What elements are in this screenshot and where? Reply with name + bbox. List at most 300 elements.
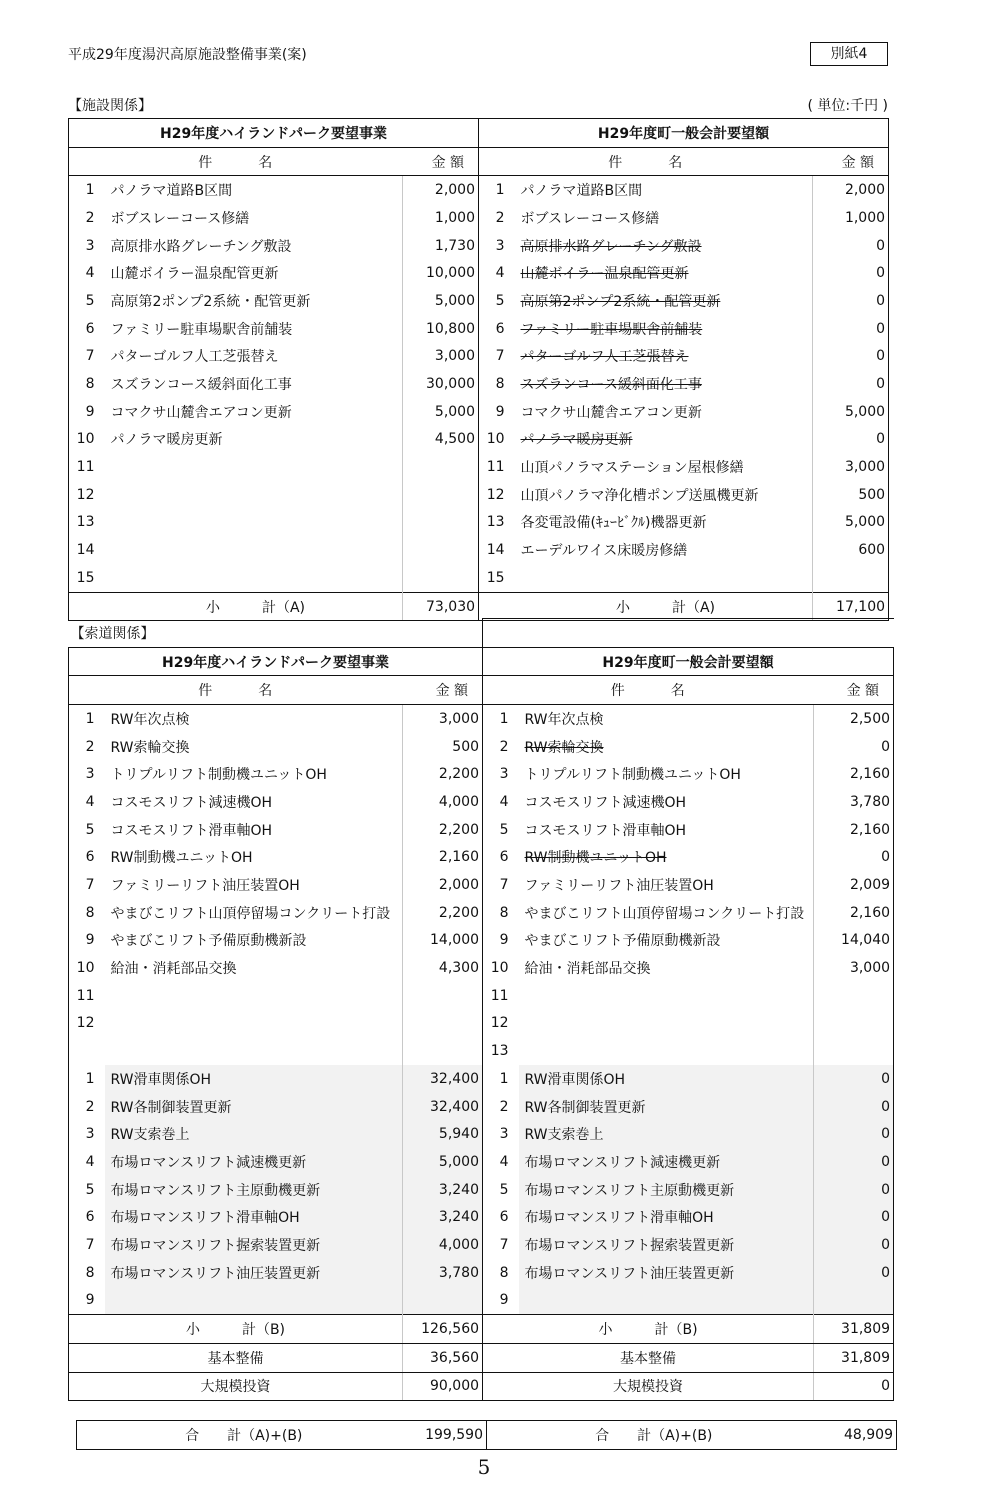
item-name: 布場ロマンスリフト主原動機更新 bbox=[519, 1176, 814, 1204]
item-name bbox=[105, 564, 403, 592]
item-amount bbox=[814, 1010, 894, 1038]
section2-left-header: H29年度ハイランドパーク要望事業 bbox=[69, 647, 483, 676]
item-name: RW年次点検 bbox=[110, 711, 190, 728]
table-row bbox=[69, 370, 889, 398]
item-name: 布場ロマンスリフト油圧装置更新 bbox=[519, 1259, 814, 1287]
row-number: 5 bbox=[85, 292, 95, 309]
item-amount: 2,160 bbox=[814, 760, 894, 788]
row-number: 4 bbox=[69, 788, 105, 816]
item-name bbox=[519, 1037, 814, 1065]
item-name: ファミリーリフト油圧装置OH bbox=[524, 878, 714, 895]
large-investment-left: 90,000 bbox=[403, 1372, 483, 1401]
item-amount: 2,200 bbox=[403, 760, 483, 788]
item-name bbox=[105, 536, 403, 564]
item-amount bbox=[403, 453, 479, 481]
row-number: 5 bbox=[483, 816, 519, 844]
item-amount: 2,160 bbox=[403, 844, 483, 872]
item-name: ボブスレーコース修繕 bbox=[110, 210, 250, 227]
item-amount: 2,500 bbox=[814, 705, 894, 733]
item-name: ファミリー駐車場駅舎前舗装 bbox=[520, 321, 703, 338]
item-amount: 500 bbox=[813, 481, 889, 509]
item-amount: 0 bbox=[814, 1148, 894, 1176]
item-amount bbox=[403, 564, 479, 592]
item-name: 布場ロマンスリフト滑車軸OH bbox=[519, 1203, 814, 1231]
row-number: 4 bbox=[483, 1148, 519, 1176]
row-number: 7 bbox=[69, 871, 105, 899]
grand-total-left: 199,590 bbox=[425, 1426, 483, 1443]
item-amount: 3,000 bbox=[403, 343, 479, 371]
item-amount: 2,009 bbox=[814, 871, 894, 899]
item-name: RW索輪交換 bbox=[524, 739, 604, 756]
item-name: 布場ロマンスリフト減速機更新 bbox=[105, 1148, 403, 1176]
table-row bbox=[69, 705, 894, 733]
item-name: RW支索巻上 bbox=[105, 1120, 403, 1148]
col-amount-header: 金 額 bbox=[403, 147, 479, 176]
table-row bbox=[69, 509, 889, 537]
col-amount-header: 金 額 bbox=[403, 676, 483, 705]
row-number: 7 bbox=[85, 348, 95, 365]
item-name: コスモスリフト減速機OH bbox=[524, 794, 687, 811]
item-name: エーデルワイス床暖房修繕 bbox=[520, 543, 688, 560]
item-name: 布場ロマンスリフト滑車軸OH bbox=[105, 1203, 403, 1231]
row-number: 7 bbox=[479, 343, 515, 371]
item-name: 山麓ボイラー温泉配管更新 bbox=[520, 266, 689, 283]
basic-maintenance-left: 36,560 bbox=[403, 1343, 483, 1372]
table-row bbox=[69, 871, 894, 899]
item-name: RW各制御装置更新 bbox=[105, 1093, 403, 1121]
item-name: RW索輪交換 bbox=[110, 739, 190, 756]
item-name: スズランコース緩斜面化工事 bbox=[520, 377, 702, 394]
item-name: 高原第2ポンプ2系統・配管更新 bbox=[110, 293, 311, 310]
row-number: 4 bbox=[483, 788, 519, 816]
subtotal-row bbox=[69, 592, 889, 621]
row-number: 11 bbox=[479, 453, 515, 481]
row-number: 2 bbox=[69, 733, 105, 761]
section1-label: 【施設関係】 bbox=[68, 98, 152, 114]
item-amount: 0 bbox=[814, 1203, 894, 1231]
row-number: 2 bbox=[85, 209, 95, 226]
item-name: やまびこリフト山頂停留場コンクリート打設 bbox=[524, 905, 805, 922]
subtotal-label: 小 計（A) bbox=[479, 592, 813, 621]
row-number: 12 bbox=[69, 1010, 105, 1038]
section1-left-header: H29年度ハイランドパーク要望事業 bbox=[160, 125, 387, 142]
item-name: やまびこリフト予備原動機新設 bbox=[110, 933, 307, 950]
item-name: RW滑車関係OH bbox=[519, 1065, 814, 1093]
row-number: 8 bbox=[69, 1259, 105, 1287]
item-name: 山頂パノラマステーション屋根修繕 bbox=[520, 460, 744, 477]
section1-right-header: H29年度町一般会計要望額 bbox=[479, 119, 889, 148]
table-row bbox=[69, 204, 889, 232]
row-number: 3 bbox=[85, 237, 95, 254]
item-name: パターゴルフ人工芝張替え bbox=[520, 349, 689, 366]
unit-label: ( 単位:千円 ) bbox=[807, 98, 888, 114]
row-number: 5 bbox=[483, 1176, 519, 1204]
row-number: 1 bbox=[483, 705, 519, 733]
row-number: 6 bbox=[85, 320, 95, 337]
item-name bbox=[105, 481, 403, 509]
item-name: ファミリーリフト油圧装置OH bbox=[110, 878, 300, 895]
item-amount: 3,000 bbox=[403, 705, 483, 733]
facility-table bbox=[68, 118, 889, 621]
col-amount-header: 金 額 bbox=[813, 147, 889, 176]
row-number: 6 bbox=[483, 844, 519, 872]
item-name bbox=[515, 564, 813, 592]
row-number: 9 bbox=[479, 398, 515, 426]
item-amount bbox=[403, 481, 479, 509]
item-amount bbox=[813, 564, 889, 592]
table-row bbox=[69, 343, 889, 371]
row-number: 15 bbox=[479, 564, 515, 592]
large-investment-right: 0 bbox=[814, 1372, 894, 1401]
subtotal-b-label: 小 計（B) bbox=[69, 1315, 403, 1344]
item-name: やまびこリフト山頂停留場コンクリート打設 bbox=[110, 905, 391, 922]
item-amount: 4,300 bbox=[403, 954, 483, 982]
row-number: 10 bbox=[76, 431, 95, 448]
item-name: パノラマ道路B区間 bbox=[520, 183, 643, 200]
table-row bbox=[69, 536, 889, 564]
row-number: 12 bbox=[483, 1010, 519, 1038]
item-name: 布場ロマンスリフト油圧装置更新 bbox=[105, 1259, 403, 1287]
table-row bbox=[69, 733, 894, 761]
item-amount: 2,160 bbox=[814, 816, 894, 844]
subtotal-right-amount: 17,100 bbox=[813, 592, 889, 621]
row-number: 1 bbox=[69, 705, 105, 733]
row-number: 2 bbox=[69, 1093, 105, 1121]
row-number: 3 bbox=[479, 232, 515, 260]
row-number: 7 bbox=[69, 1231, 105, 1259]
basic-maintenance-label: 基本整備 bbox=[69, 1343, 403, 1372]
row-number: 12 bbox=[76, 486, 95, 503]
item-amount: 0 bbox=[814, 733, 894, 761]
table-row bbox=[69, 315, 889, 343]
row-number: 8 bbox=[483, 1259, 519, 1287]
table-row bbox=[69, 426, 889, 454]
item-name: パターゴルフ人工芝張替え bbox=[110, 349, 279, 366]
item-name: コマクサ山麓舎エアコン更新 bbox=[520, 404, 702, 421]
row-number: 4 bbox=[85, 265, 95, 282]
item-name bbox=[519, 1287, 814, 1315]
item-amount bbox=[814, 1287, 894, 1315]
large-investment bbox=[69, 1372, 894, 1401]
col-amount-header: 金 額 bbox=[814, 676, 894, 705]
row-number: 8 bbox=[483, 899, 519, 927]
item-amount bbox=[403, 982, 483, 1010]
table-row bbox=[69, 927, 894, 955]
row-number: 1 bbox=[85, 182, 95, 199]
grand-total-right: 48,909 bbox=[844, 1426, 893, 1443]
row-number: 1 bbox=[69, 1065, 105, 1093]
item-amount: 5,000 bbox=[403, 398, 479, 426]
item-name: 布場ロマンスリフト主原動機更新 bbox=[105, 1176, 403, 1204]
item-name: パノラマ暖房更新 bbox=[520, 432, 633, 449]
row-number: 6 bbox=[69, 844, 105, 872]
row-number: 3 bbox=[483, 1120, 519, 1148]
row-number: 3 bbox=[483, 760, 519, 788]
row-number: 3 bbox=[69, 760, 105, 788]
item-amount: 0 bbox=[814, 1259, 894, 1287]
item-name: 山麓ボイラー温泉配管更新 bbox=[110, 266, 279, 283]
table-row bbox=[69, 1065, 894, 1093]
item-name: コスモスリフト滑車軸OH bbox=[110, 822, 273, 839]
row-number: 9 bbox=[483, 1287, 519, 1315]
item-name: ボブスレーコース修繕 bbox=[520, 210, 660, 227]
item-amount: 1,000 bbox=[403, 204, 479, 232]
row-number: 8 bbox=[69, 899, 105, 927]
row-number: 9 bbox=[69, 927, 105, 955]
item-name bbox=[519, 982, 814, 1010]
item-amount: 0 bbox=[814, 844, 894, 872]
item-name: 高原排水路グレーチング敷設 bbox=[110, 238, 292, 255]
item-amount: 0 bbox=[813, 343, 889, 371]
table-row bbox=[69, 176, 889, 204]
table-row bbox=[69, 816, 894, 844]
subtotal-left-amount: 73,030 bbox=[403, 592, 479, 621]
item-name bbox=[105, 1010, 403, 1038]
item-name: コスモスリフト滑車軸OH bbox=[524, 822, 687, 839]
table-row bbox=[69, 481, 889, 509]
item-amount: 1,000 bbox=[813, 204, 889, 232]
item-amount: 0 bbox=[813, 370, 889, 398]
basic-maintenance bbox=[69, 1343, 894, 1372]
row-number: 13 bbox=[76, 514, 95, 531]
col-item-header: 件 名 bbox=[69, 147, 403, 176]
item-name: 給油・消耗部品交換 bbox=[524, 961, 651, 978]
item-amount: 2,000 bbox=[403, 176, 479, 204]
section2-right-header: H29年度町一般会計要望額 bbox=[483, 647, 894, 676]
item-name: RW年次点検 bbox=[524, 711, 604, 728]
item-name: トリプルリフト制動機ユニットOH bbox=[110, 767, 327, 784]
page-number: 5 bbox=[477, 1455, 491, 1479]
row-number: 11 bbox=[483, 982, 519, 1010]
row-number bbox=[69, 1037, 105, 1065]
item-name: RW制動機ユニットOH bbox=[524, 850, 667, 867]
item-name bbox=[105, 509, 403, 537]
item-amount: 500 bbox=[403, 733, 483, 761]
row-number: 7 bbox=[483, 1231, 519, 1259]
item-name: RW制動機ユニットOH bbox=[110, 850, 253, 867]
item-name: 布場ロマンスリフト減速機更新 bbox=[519, 1148, 814, 1176]
item-amount: 5,000 bbox=[403, 287, 479, 315]
table-row bbox=[69, 1093, 894, 1121]
table-row bbox=[69, 1287, 894, 1315]
row-number: 13 bbox=[479, 509, 515, 537]
item-name: 高原第2ポンプ2系統・配管更新 bbox=[520, 293, 721, 310]
ropeway-table bbox=[68, 618, 894, 1401]
item-amount: 0 bbox=[813, 232, 889, 260]
row-number: 8 bbox=[85, 376, 95, 393]
col-item-header: 件 名 bbox=[479, 147, 813, 176]
item-amount: 0 bbox=[813, 315, 889, 343]
item-amount: 5,940 bbox=[403, 1120, 483, 1148]
item-amount: 0 bbox=[814, 1065, 894, 1093]
item-amount: 1,730 bbox=[403, 232, 479, 260]
subtotal-b bbox=[69, 1315, 894, 1344]
item-name: 布場ロマンスリフト握索装置更新 bbox=[519, 1231, 814, 1259]
item-name: 給油・消耗部品交換 bbox=[110, 961, 237, 978]
item-amount: 2,200 bbox=[403, 899, 483, 927]
item-amount bbox=[403, 509, 479, 537]
table-row bbox=[69, 259, 889, 287]
item-amount: 0 bbox=[813, 426, 889, 454]
row-number: 14 bbox=[76, 542, 95, 559]
item-amount: 3,780 bbox=[403, 1259, 483, 1287]
item-amount bbox=[403, 1287, 483, 1315]
item-amount: 30,000 bbox=[403, 370, 479, 398]
subtotal-b-left: 126,560 bbox=[403, 1315, 483, 1344]
grand-total-label: 合 計（A)+(B) bbox=[185, 1427, 303, 1444]
item-name: コスモスリフト減速機OH bbox=[110, 794, 273, 811]
table-row bbox=[69, 1120, 894, 1148]
row-number: 2 bbox=[479, 204, 515, 232]
item-name: コマクサ山麓舎エアコン更新 bbox=[110, 404, 292, 421]
grand-total-table bbox=[76, 1420, 897, 1450]
table-row bbox=[69, 760, 894, 788]
item-name bbox=[105, 1287, 403, 1315]
row-number: 6 bbox=[479, 315, 515, 343]
item-amount bbox=[814, 1037, 894, 1065]
item-name: 各変電設備(ｷｭｰﾋﾞｸﾙ)機器更新 bbox=[520, 515, 707, 532]
table-row bbox=[69, 453, 889, 481]
subtotal-label: 小 計（A) bbox=[69, 592, 403, 621]
subtotal-b-right: 31,809 bbox=[814, 1315, 894, 1344]
table-row bbox=[69, 1231, 894, 1259]
item-amount: 4,000 bbox=[403, 788, 483, 816]
item-name: 高原排水路グレーチング敷設 bbox=[520, 238, 702, 255]
item-name: パノラマ道路B区間 bbox=[110, 183, 233, 200]
table-row bbox=[69, 398, 889, 426]
row-number: 9 bbox=[69, 1287, 105, 1315]
item-amount: 0 bbox=[814, 1176, 894, 1204]
row-number: 4 bbox=[479, 259, 515, 287]
item-amount bbox=[403, 1010, 483, 1038]
table-row bbox=[69, 1203, 894, 1231]
item-name bbox=[105, 982, 403, 1010]
large-investment-label: 大規模投資 bbox=[69, 1372, 403, 1401]
row-number: 10 bbox=[483, 954, 519, 982]
item-amount: 0 bbox=[814, 1231, 894, 1259]
row-number: 1 bbox=[483, 1065, 519, 1093]
item-amount: 4,500 bbox=[403, 426, 479, 454]
subtotal-b-label: 小 計（B) bbox=[483, 1315, 814, 1344]
item-amount: 3,000 bbox=[813, 453, 889, 481]
item-amount: 5,000 bbox=[813, 398, 889, 426]
row-number: 1 bbox=[479, 176, 515, 204]
item-amount: 10,800 bbox=[403, 315, 479, 343]
row-number: 2 bbox=[483, 733, 519, 761]
item-name: RW滑車関係OH bbox=[105, 1065, 403, 1093]
row-number: 5 bbox=[69, 816, 105, 844]
section2-label: 【索道関係】 bbox=[70, 625, 155, 642]
item-name: 布場ロマンスリフト握索装置更新 bbox=[105, 1231, 403, 1259]
item-amount bbox=[403, 1037, 483, 1065]
row-number: 6 bbox=[483, 1203, 519, 1231]
row-number: 7 bbox=[483, 871, 519, 899]
table-row bbox=[69, 1259, 894, 1287]
item-amount: 5,000 bbox=[813, 509, 889, 537]
row-number: 9 bbox=[483, 927, 519, 955]
row-number: 4 bbox=[69, 1148, 105, 1176]
item-amount: 0 bbox=[814, 1120, 894, 1148]
table-row bbox=[69, 982, 894, 1010]
table-row bbox=[69, 1037, 894, 1065]
item-amount bbox=[814, 982, 894, 1010]
table-row bbox=[69, 287, 889, 315]
row-number: 12 bbox=[479, 481, 515, 509]
item-name: RW支索巻上 bbox=[519, 1120, 814, 1148]
item-name: RW各制御装置更新 bbox=[519, 1093, 814, 1121]
col-item-header: 件 名 bbox=[69, 676, 403, 705]
row-number: 6 bbox=[69, 1203, 105, 1231]
item-amount: 10,000 bbox=[403, 259, 479, 287]
row-number: 5 bbox=[69, 1176, 105, 1204]
item-amount: 3,000 bbox=[814, 954, 894, 982]
table-row bbox=[69, 844, 894, 872]
item-amount: 4,000 bbox=[403, 1231, 483, 1259]
table-row bbox=[69, 788, 894, 816]
row-number: 14 bbox=[479, 536, 515, 564]
row-number: 10 bbox=[69, 954, 105, 982]
grand-total-label: 合 計（A)+(B) bbox=[487, 1421, 821, 1450]
item-amount: 2,000 bbox=[403, 871, 483, 899]
item-name: トリプルリフト制動機ユニットOH bbox=[524, 767, 741, 784]
basic-maintenance-right: 31,809 bbox=[814, 1343, 894, 1372]
item-amount: 32,400 bbox=[403, 1065, 483, 1093]
row-number: 11 bbox=[69, 982, 105, 1010]
table-row bbox=[69, 1176, 894, 1204]
item-name: やまびこリフト予備原動機新設 bbox=[524, 933, 721, 950]
large-investment-label: 大規模投資 bbox=[483, 1372, 814, 1401]
row-number: 8 bbox=[479, 370, 515, 398]
item-name bbox=[519, 1010, 814, 1038]
document-title: 平成29年度湯沢高原施設整備事業(案) bbox=[68, 47, 307, 63]
item-name: ファミリー駐車場駅舎前舗装 bbox=[110, 321, 293, 338]
item-name bbox=[105, 453, 403, 481]
row-number: 15 bbox=[76, 569, 95, 586]
row-number: 13 bbox=[483, 1037, 519, 1065]
row-number: 9 bbox=[85, 403, 95, 420]
item-name: スズランコース緩斜面化工事 bbox=[110, 377, 292, 394]
item-amount bbox=[403, 536, 479, 564]
item-amount: 2,000 bbox=[813, 176, 889, 204]
item-amount: 2,200 bbox=[403, 816, 483, 844]
basic-maintenance-label: 基本整備 bbox=[483, 1343, 814, 1372]
table-row bbox=[69, 899, 894, 927]
item-amount: 3,240 bbox=[403, 1176, 483, 1204]
item-amount: 0 bbox=[813, 259, 889, 287]
table-row bbox=[69, 1010, 894, 1038]
row-number: 5 bbox=[479, 287, 515, 315]
item-name: パノラマ暖房更新 bbox=[110, 432, 223, 449]
col-item-header: 件 名 bbox=[483, 676, 814, 705]
table-row bbox=[69, 954, 894, 982]
item-amount: 0 bbox=[813, 287, 889, 315]
item-amount: 600 bbox=[813, 536, 889, 564]
row-number: 10 bbox=[479, 426, 515, 454]
row-number: 3 bbox=[69, 1120, 105, 1148]
item-name: 山頂パノラマ浄化槽ポンプ送風機更新 bbox=[520, 487, 759, 504]
item-amount: 0 bbox=[814, 1093, 894, 1121]
table-row bbox=[69, 564, 889, 592]
item-name bbox=[105, 1037, 403, 1065]
item-amount: 3,240 bbox=[403, 1203, 483, 1231]
row-number: 2 bbox=[483, 1093, 519, 1121]
table-row bbox=[69, 1148, 894, 1176]
item-amount: 5,000 bbox=[403, 1148, 483, 1176]
row-number: 11 bbox=[76, 459, 95, 476]
item-amount: 32,400 bbox=[403, 1093, 483, 1121]
item-amount: 2,160 bbox=[814, 899, 894, 927]
table-row bbox=[69, 232, 889, 260]
